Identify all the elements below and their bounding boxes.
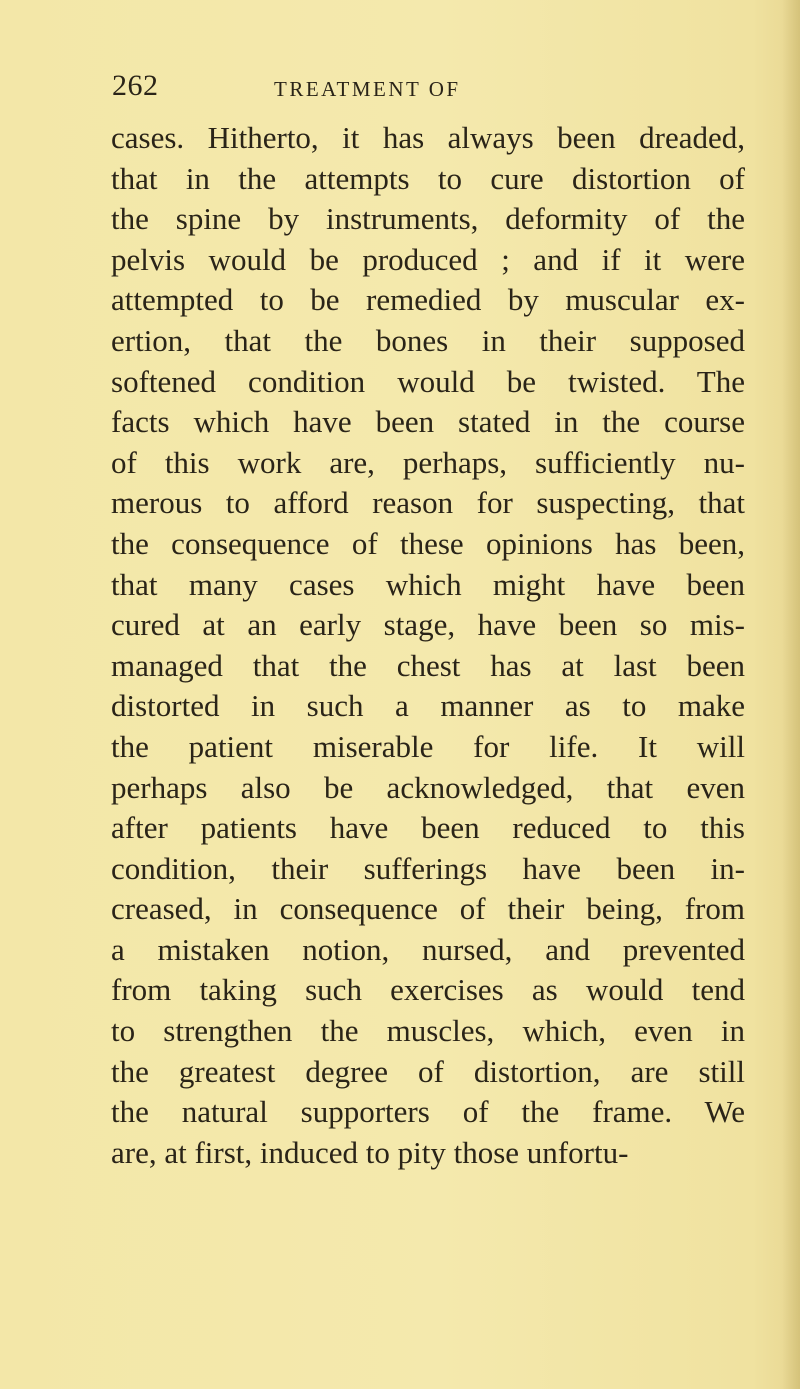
page-header [112, 68, 672, 108]
text-line: creased, in consequence of their being, from [111, 891, 745, 927]
body-text [111, 118, 745, 1173]
text-line: the natural supporters of the frame. We [111, 1094, 745, 1130]
text-line: cases. Hitherto, it has always been dreaded, [111, 120, 745, 155]
text-line: facts which have been stated in the course [111, 404, 745, 440]
text-line: cured at an early stage, have been so mis- [111, 607, 745, 643]
text-line: softened condition would be twisted. The [111, 363, 745, 399]
text-line: that in the attempts to cure distortion of [111, 160, 745, 196]
text-line: the spine by instruments, deformity of the [111, 201, 745, 237]
page-number: 262 [112, 69, 159, 102]
text-line: condition, their sufferings have been in- [111, 850, 745, 886]
text-line: distorted in such a manner as to make [111, 688, 745, 724]
text-line: the greatest degree of distortion, are still [111, 1053, 745, 1089]
text-line: pelvis would be produced ; and if it were [111, 241, 745, 277]
text-line: are, at first, induced to pity those unfortu- [111, 1134, 629, 1170]
page-edge-shadow [782, 0, 800, 1389]
text-line: from taking such exercises as would tend [111, 972, 745, 1008]
text-line: of this work are, perhaps, sufficiently nu- [111, 444, 745, 480]
text-line: the consequence of these opinions has been, [111, 525, 745, 561]
text-line: to strengthen the muscles, which, even in [111, 1013, 745, 1049]
text-line: that many cases which might have been [111, 566, 745, 602]
text-line: perhaps also be acknowledged, that even [111, 769, 745, 805]
running-head: TREATMENT OF [274, 77, 461, 101]
text-line: a mistaken notion, nursed, and prevented [111, 931, 745, 967]
text-line: managed that the chest has at last been [111, 647, 745, 683]
text-line: after patients have been reduced to this [111, 810, 745, 846]
text-line: merous to afford reason for suspecting, that [111, 485, 745, 521]
text-line: attempted to be remedied by muscular ex- [111, 282, 745, 318]
text-line: the patient miserable for life. It will [111, 728, 745, 764]
text-line: ertion, that the bones in their supposed [111, 322, 745, 358]
